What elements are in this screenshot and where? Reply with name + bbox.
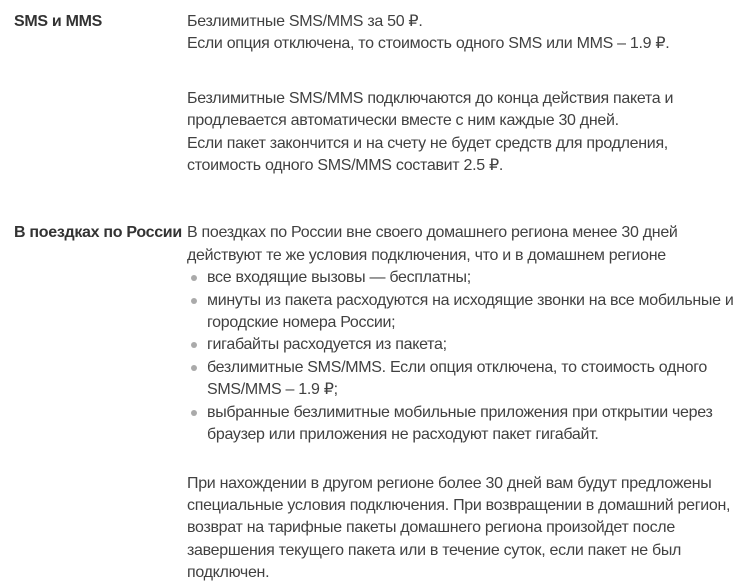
bullet-icon: [191, 365, 197, 371]
paragraph-sms-price: [187, 11, 741, 56]
list-item: [187, 334, 741, 356]
section-sms-mms: [14, 11, 741, 177]
text-line: Безлимитные SMS/MMS подключаются до конца действия пакета и продлевается автоматически вместе с ним каждые 30 дней.: [187, 89, 674, 130]
paragraph-travel-outro: При нахождении в другом регионе более 30 дней вам будут предложены специальные условия подключения. При возвращении в домашний регион, возврат на тарифные пакеты домашнего региона произойдет после завершения текущего пакета или в течение суток, если пакет не был подключен.: [187, 474, 731, 582]
travel-conditions-list: [187, 267, 741, 446]
list-item-text: безлимитные SMS/MMS. Если опция отключена, то стоимость одного SMS/MMS – 1.9 ₽;: [207, 358, 708, 399]
list-item: [187, 357, 741, 402]
section-content-sms-mms: [187, 11, 741, 177]
paragraph-travel-intro: В поездках по России вне своего домашнего региона менее 30 дней действуют те же условия подключения, что и в домашнем регионе: [187, 224, 678, 264]
bullet-icon: [191, 298, 197, 304]
list-item: [187, 402, 741, 447]
section-content-travel-russia: [187, 222, 741, 584]
bullet-icon: [191, 342, 197, 348]
text-line: Если опция отключена, то стоимость одного SMS или MMS – 1.9 ₽.: [187, 35, 670, 53]
section-label-sms-mms: SMS и MMS: [14, 13, 103, 30]
text-line: Безлимитные SMS/MMS за 50 ₽.: [187, 13, 423, 30]
list-item-text: минуты из пакета расходуются на исходящие звонки на все мобильные и городские номера России;: [207, 291, 734, 332]
list-item: [187, 290, 741, 335]
section-label-travel-russia: В поездках по России: [14, 224, 182, 242]
list-item-text: выбранные безлимитные мобильные приложения при открытии через браузер или приложения не расходуют пакет гигабайт.: [207, 403, 713, 444]
list-item-text: все входящие вызовы — бесплатны;: [207, 269, 471, 287]
section-travel-russia: [14, 222, 741, 584]
text-line: Если пакет закончится и на счету не будет средств для продления, стоимость одного SMS/MMS составит 2.5 ₽.: [187, 134, 668, 175]
bullet-icon: [191, 410, 197, 416]
list-item: [187, 267, 741, 289]
bullet-icon: [191, 275, 197, 281]
list-item-text: гигабайты расходуется из пакета;: [207, 336, 447, 354]
paragraph-sms-renewal: [187, 88, 741, 178]
